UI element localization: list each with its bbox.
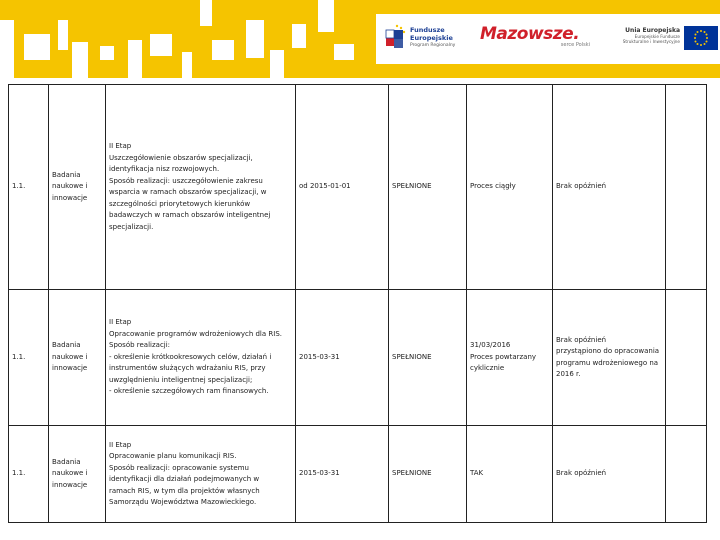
progress-cell-line: cyklicznie xyxy=(470,364,505,373)
status-cell: SPEŁNIONE xyxy=(389,290,467,426)
progress-cell xyxy=(467,85,553,290)
decor-block xyxy=(24,34,50,60)
decor-block xyxy=(318,0,334,32)
eu-flag-icon xyxy=(684,26,718,50)
progress-cell xyxy=(467,290,553,426)
area-cell-line: Badania xyxy=(52,170,81,179)
fe-sub: Program Regionalny xyxy=(410,43,456,48)
description-cell-line: Opracowanie planu komunikacji RIS. xyxy=(109,452,237,460)
area-cell xyxy=(49,426,106,523)
date-cell: 2015-03-31 xyxy=(296,290,389,426)
decor-block xyxy=(212,40,234,60)
table-row xyxy=(9,426,707,523)
table-row xyxy=(9,85,707,290)
description-cell-line: wsparcia w ramach obszarów specjalizacji, w xyxy=(109,188,267,196)
decor-block xyxy=(334,44,354,60)
row-number: 1.1. xyxy=(9,85,49,290)
delay-cell-line: 2016 r. xyxy=(556,370,581,378)
description-cell-line: Uszczegółowienie obszarów specjalizacji, xyxy=(109,153,253,162)
progress-cell-line: Proces ciągły xyxy=(470,182,516,191)
delay-cell xyxy=(553,426,666,523)
mazowsze-logo xyxy=(480,24,590,58)
progress-cell-line: Proces powtarzany xyxy=(470,352,537,361)
delay-cell xyxy=(553,85,666,290)
description-cell-line: - określenie szczegółowych ram finansowych. xyxy=(109,387,269,396)
area-cell-line: innowacje xyxy=(52,480,88,489)
empty-cell xyxy=(666,85,707,290)
delay-cell-line: Brak opóźnień xyxy=(556,469,607,478)
row-number: 1.1. xyxy=(9,290,49,426)
area-cell xyxy=(49,290,106,426)
description-cell-line: ramach RIS, w tym dla projektów własnych xyxy=(109,486,260,495)
description-cell-line: identyfikacji dla działań podejmowanych w xyxy=(109,475,260,483)
area-cell-line: naukowe i xyxy=(52,182,88,191)
area-cell-line: naukowe i xyxy=(52,352,88,361)
mazowsze-sub: serce Polski xyxy=(560,42,590,48)
status-cell: SPEŁNIONE xyxy=(389,426,467,523)
fe-line1: Fundusze xyxy=(410,26,445,34)
decor-block xyxy=(128,40,142,78)
description-cell-line: II Etap xyxy=(109,440,132,449)
decor-block xyxy=(246,20,264,58)
delay-cell xyxy=(553,290,666,426)
fundusze-europejskie-logo xyxy=(384,24,476,56)
delay-cell-line: programu wdrożeniowego na xyxy=(556,358,659,367)
unia-europejska-logo xyxy=(594,24,718,58)
description-cell-line: - określenie krótkookresowych celów, działań i xyxy=(109,352,272,361)
date-cell: 2015-03-31 xyxy=(296,426,389,523)
progress-cell-line: 31/03/2016 xyxy=(470,341,511,350)
description-cell-line: Sposób realizacji: xyxy=(109,341,171,350)
decor-block xyxy=(292,24,306,48)
area-cell-line: Badania xyxy=(52,341,81,350)
description-cell-line: II Etap xyxy=(109,142,132,150)
description-cell-line: Samorządu Województwa Mazowieckiego. xyxy=(109,498,257,506)
description-cell-line: uwzględnieniu inteligentnej specjalizacji; xyxy=(109,375,253,384)
description-cell-line: instrumentów służących wdrażaniu RIS, przy xyxy=(109,364,266,373)
area-cell-line: naukowe i xyxy=(52,469,88,478)
logo-strip xyxy=(376,14,720,64)
decor-block xyxy=(0,20,14,78)
date-cell: od 2015-01-01 xyxy=(296,85,389,290)
description-cell-line: Sposób realizacji: opracowanie systemu xyxy=(109,463,249,472)
decor-block xyxy=(72,42,88,78)
decor-block xyxy=(58,20,68,50)
description-cell-line: Opracowanie programów wdrożeniowych dla RIS. xyxy=(109,329,282,338)
mazowsze-wordmark: Mazowsze. xyxy=(480,24,580,44)
progress-cell-line: TAK xyxy=(470,469,484,478)
fundusze-europejskie-icon xyxy=(384,24,408,52)
area-cell xyxy=(49,85,106,290)
progress-cell xyxy=(467,426,553,523)
decor-block xyxy=(200,0,212,26)
area-cell-line: Badania xyxy=(52,457,81,466)
eu-line1: Unia Europejska xyxy=(625,27,680,34)
description-cell xyxy=(106,426,296,523)
delay-cell-line: Brak opóźnień xyxy=(556,335,607,344)
description-cell xyxy=(106,290,296,426)
eu-sub1: Europejskie Fundusze xyxy=(634,34,680,39)
row-number: 1.1. xyxy=(9,426,49,523)
area-cell-line: innowacje xyxy=(52,364,88,373)
implementation-table xyxy=(8,84,707,523)
description-cell-line: specjalizacji. xyxy=(109,222,154,231)
decor-block xyxy=(182,52,192,78)
description-cell xyxy=(106,85,296,290)
decor-block xyxy=(270,50,284,78)
delay-cell-line: przystąpiono do opracowania xyxy=(556,347,660,355)
area-cell-line: innowacje xyxy=(52,193,88,202)
description-cell-line: Sposób realizacji: uszczegółowienie zakresu xyxy=(109,176,263,185)
empty-cell xyxy=(666,426,707,523)
eu-sub2: Strukturalne i Inwestycyjne xyxy=(622,39,680,44)
table-row xyxy=(9,290,707,426)
decor-block xyxy=(100,46,114,60)
description-cell-line: II Etap xyxy=(109,318,132,327)
description-cell-line: badawczych w ramach obszarów inteligentnej xyxy=(109,211,271,219)
description-cell-line: identyfikacja nisz rozwojowych. xyxy=(109,165,220,173)
status-cell: SPEŁNIONE xyxy=(389,85,467,290)
fe-line2: Europejskie xyxy=(410,33,453,42)
empty-cell xyxy=(666,290,707,426)
delay-cell-line: Brak opóźnień xyxy=(556,182,607,191)
description-cell-line: szczególności priorytetowych kierunków xyxy=(109,199,251,208)
decor-block xyxy=(150,34,172,56)
